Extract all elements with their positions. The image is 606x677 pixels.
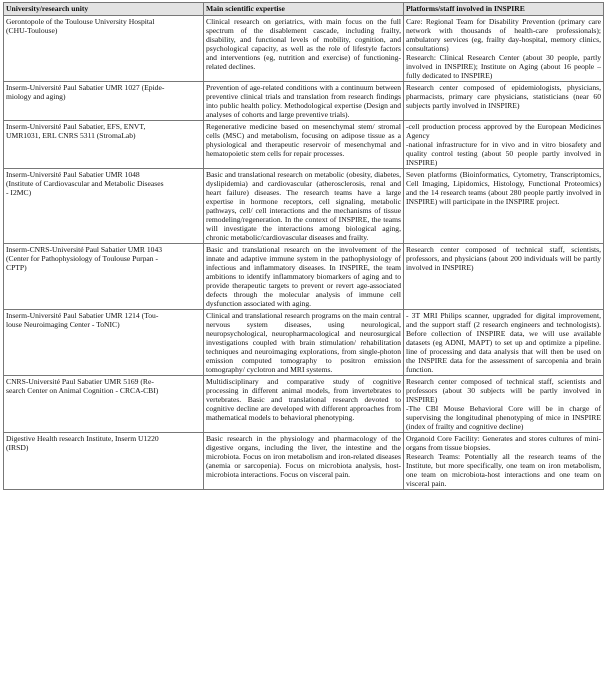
unit-text: (CHU-Toulouse)	[6, 26, 58, 35]
unit-text: (IRSD)	[6, 443, 29, 452]
expertise-cell	[204, 244, 404, 310]
table-row	[4, 169, 604, 244]
platforms-text: Research Teams: Potentially all the research teams of the Institute, but more specifically, one team on iron metabolism, one team on microbiota-host interactions and one team on visceral pain.	[406, 452, 601, 488]
unit-cell	[4, 169, 204, 244]
unit-text: Digestive Health research Institute, Inserm U1220	[6, 434, 159, 443]
platforms-text: -national infrastructure for in vivo and in vitro biosafety and quality control testing (about 50 people partly involved in INSPIRE)	[406, 140, 601, 167]
platforms-text: Research: Clinical Research Center (about 30 people, partly involved in INSPIRE); Institute on Aging (about 16 people – fully dedicated to INSPIRE)	[406, 53, 601, 80]
unit-text: miology and aging)	[6, 92, 66, 101]
unit-cell	[4, 82, 204, 121]
expertise-text: Prevention of age-related conditions with a continuum between preventive clinical trials and translation from research findings into public health policy. Methodological expertise (Design and analyses of cohorts and large preventive trials).	[206, 83, 401, 119]
table-row	[4, 82, 604, 121]
platforms-cell	[404, 82, 604, 121]
unit-cell	[4, 244, 204, 310]
header-university: University/research unity	[4, 3, 204, 16]
platforms-cell	[404, 121, 604, 169]
unit-text: Inserm-Université Paul Sabatier UMR 1048	[6, 170, 140, 179]
platforms-cell	[404, 376, 604, 433]
expertise-text: Clinical and translational research programs on the main central nervous system diseases, using neurological, neuropsychological, neuropharmacological and neurosurgical investigations coupled with brain stimulation/ rehabilitation techniques and neuroimaging explorations, from single-photon emission computed tomography to positron emission tomography/ cyclotron and MRI systems.	[206, 311, 401, 374]
unit-text: louse Neuroimaging Center - ToNIC)	[6, 320, 120, 329]
expertise-cell	[204, 16, 404, 82]
expertise-text: Regenerative medicine based on mesenchymal stem/ stromal cells (MSC) and metabolism, focusing on adipose tissue as a physiological and therapeutic reservoir of mesenchymal and hematopoietic stem cells for repair processes.	[206, 122, 401, 158]
platforms-text: Care: Regional Team for Disability Prevention (primary care network with thousands of health-care professionals); ambulatory services (eg, frailty day-hospital, memory clinics, consultations)	[406, 17, 601, 53]
platforms-cell	[404, 310, 604, 376]
expertise-text: Multidisciplinary and comparative study of cognitive processing in different animal models, from invertebrates to vertebrates. Basic and translational research devoted to cognitive decline are developed with different approaches from mathematical models to behavioral phenotyping.	[206, 377, 401, 422]
document-page	[3, 2, 603, 490]
expertise-cell	[204, 376, 404, 433]
header-expertise: Main scientific expertise	[204, 3, 404, 16]
unit-text: search Center on Animal Cognition - CRCA-CBI)	[6, 386, 159, 395]
research-units-table	[3, 2, 604, 490]
unit-text: (Institute of Cardiovascular and Metabolic Diseases	[6, 179, 164, 188]
unit-cell	[4, 310, 204, 376]
table-row	[4, 16, 604, 82]
expertise-text: Basic and translational research on the involvement of the innate and adaptive immune system in the pathophysiology of infectious and inflammatory diseases. In INSPIRE, the team ambitions to identify inflammatory biomarkers of aging and to provide therapeutic targets to prevent or revert age-associated defects through the molecular analysis of immune cell dysfunction associated with aging.	[206, 245, 401, 308]
platforms-text: Research center composed of epidemiologists, physicians, pharmacists, primary care physicians, statisticians (near 60 subjects partly involved in INSPIRE)	[406, 83, 601, 110]
unit-cell	[4, 376, 204, 433]
table-row	[4, 310, 604, 376]
unit-text: UMR1031, ERL CNRS 5311 (StromaLab)	[6, 131, 136, 140]
unit-cell	[4, 433, 204, 490]
platforms-text: Seven platforms (Bioinformatics, Cytometry, Transcriptomics, Cell Imaging, Lipidomics, Histology, Functional Proteomics) and the 14 research teams (about 280 people partly involved in INSPIRE) will participate in the INSPIRE project.	[406, 170, 601, 206]
platforms-text: Research center composed of technical staff, scientists, professors, and physicians (about 200 individuals will be partly involved in INSPIRE)	[406, 245, 601, 272]
platforms-text: -The CBI Mouse Behavioral Core will be in charge of supervising the longitudinal phenotyping of mice in INSPIRE (index of frailty and cognitive decline)	[406, 404, 601, 431]
expertise-cell	[204, 169, 404, 244]
expertise-cell	[204, 121, 404, 169]
unit-text: Inserm-Université Paul Sabatier UMR 1214 (Tou-	[6, 311, 159, 320]
platforms-text: -cell production process approved by the European Medicines Agency	[406, 122, 601, 140]
platforms-text: Organoid Core Facility: Generates and stores cultures of mini-organs from tissue biopsies.	[406, 434, 601, 452]
unit-text: Inserm-Université Paul Sabatier, EFS, ENVT,	[6, 122, 146, 131]
platforms-cell	[404, 433, 604, 490]
unit-cell	[4, 121, 204, 169]
table-row	[4, 433, 604, 490]
table-row	[4, 121, 604, 169]
platforms-text: - 3T MRI Philips scanner, upgraded for digital improvement, and the support staff (2 research engineers and technologists). Before collection of INSPIRE data, we will use available datasets (eg ADNI, MAPT) to set up and optimize a pipeline. line of processing and data analysis that will then be used on the INSPIRE data for the assessment of sarcopenia and brain function.	[406, 311, 601, 374]
platforms-cell	[404, 16, 604, 82]
table-header-row	[4, 3, 604, 16]
expertise-cell	[204, 433, 404, 490]
unit-text: - I2MC)	[6, 188, 32, 197]
expertise-text: Clinical research on geriatrics, with main focus on the full spectrum of the disablement cascade, including frailty, disability, and functional levels of mobility, cognition, and psychological capacity, as well as the role of lifestyle factors and interventions (eg, nutrition and exercise) of functioning-related declines.	[206, 17, 401, 71]
unit-text: Inserm-CNRS-Université Paul Sabatier UMR 1043	[6, 245, 163, 254]
expertise-cell	[204, 310, 404, 376]
unit-cell	[4, 16, 204, 82]
unit-text: CNRS-Université Paul Sabatier UMR 5169 (Re-	[6, 377, 154, 386]
expertise-text: Basic and translational research on metabolic (obesity, diabetes, dyslipidemia) and cardiovascular (atherosclerosis, renal and heart failure) diseases. The research teams have a large expertise in hormone receptors, cell signaling, metabolic pathways, cell/ cell interactions and the mechanisms of tissue remodeling/regeneration. In the context of INSPIRE, the teams will investigate the interactions among biological aging, chronic metabolic/cardiovascular diseases and frailty.	[206, 170, 401, 242]
unit-text: (Center for Pathophysiology of Toulouse Purpan -	[6, 254, 159, 263]
expertise-cell	[204, 82, 404, 121]
platforms-cell	[404, 244, 604, 310]
table-row	[4, 244, 604, 310]
platforms-text: Research center composed of technical staff, scientists and professors (about 30 subjects will be partly involved in INSPIRE)	[406, 377, 601, 404]
header-platforms: Platforms/staff involved in INSPIRE	[404, 3, 604, 16]
unit-text: Gerontopole of the Toulouse University Hospital	[6, 17, 155, 26]
expertise-text: Basic research in the physiology and pharmacology of the digestive organs, including the liver, the intestine and the microbiota. Focus on iron metabolism and iron-related diseases (anemia or sarcopenia). Focus on microbiota analysis, host-microbiota interactions. Focus on visceral pain.	[206, 434, 401, 479]
unit-text: Inserm-Université Paul Sabatier UMR 1027 (Epide-	[6, 83, 165, 92]
unit-text: CPTP)	[6, 263, 27, 272]
table-row	[4, 376, 604, 433]
platforms-cell	[404, 169, 604, 244]
